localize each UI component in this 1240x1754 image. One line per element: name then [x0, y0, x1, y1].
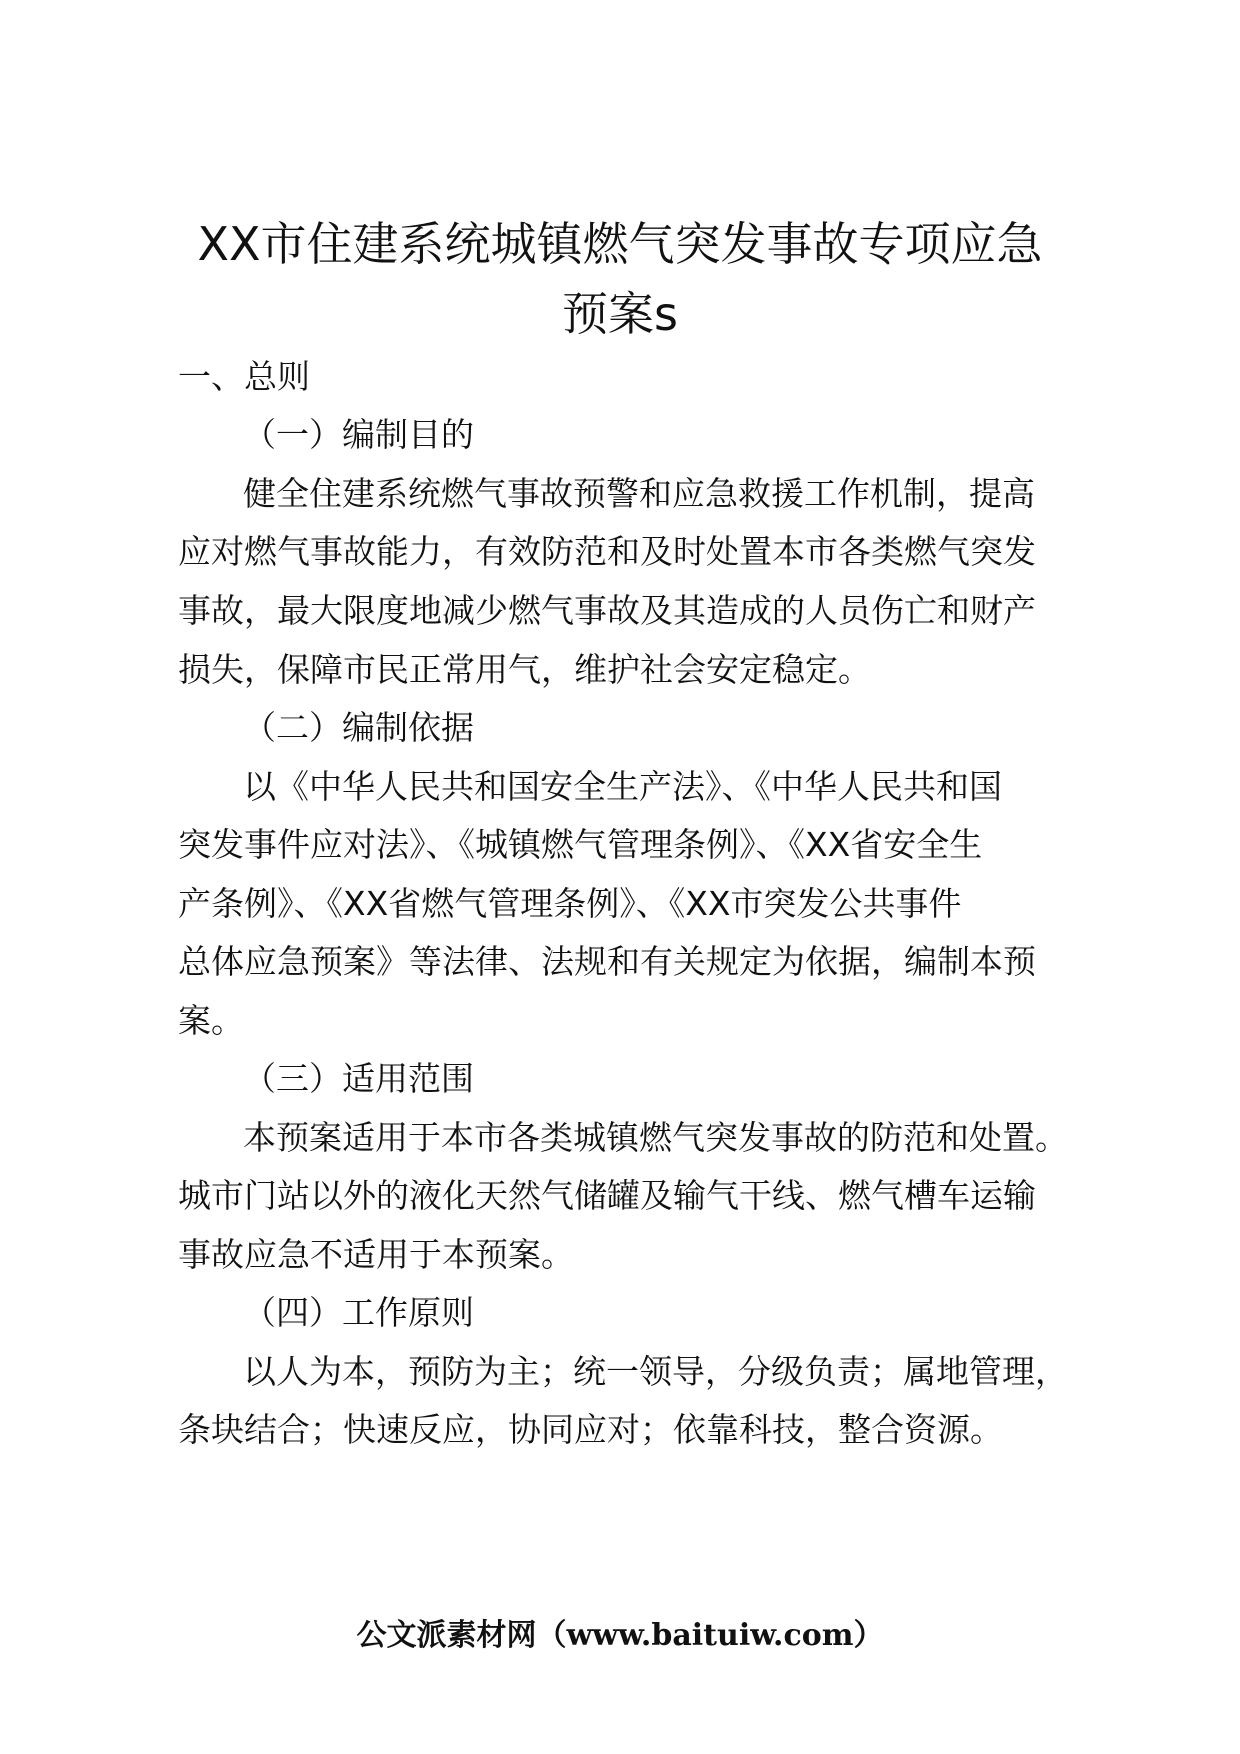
- body-text-line: 本预案适用于本市各类城镇燃气突发事故的防范和处置。: [243, 1118, 1068, 1157]
- body-text-line: 产条例》、《XX省燃气管理条例》、《XX市突发公共事件: [178, 884, 962, 923]
- body-text-line: 损失，保障市民正常用气，维护社会安定稳定。: [178, 650, 871, 689]
- body-text-line: 以《中华人民共和国安全生产法》、《中华人民共和国: [243, 767, 1002, 806]
- body-text-line: 应对燃气事故能力，有效防范和及时处置本市各类燃气突发: [178, 532, 1036, 571]
- body-text-line: 事故，最大限度地减少燃气事故及其造成的人员伤亡和财产: [178, 591, 1036, 630]
- document-title-line-1: XX市住建系统城镇燃气突发事故专项应急: [197, 217, 1043, 271]
- body-text-line: 城市门站以外的液化天然气储罐及输气干线、燃气槽车运输: [178, 1176, 1036, 1215]
- body-text-line: 以人为本，预防为主；统一领导，分级负责；属地管理，: [243, 1352, 1068, 1391]
- body-text-line: 总体应急预案》等法律、法规和有关规定为依据，编制本预: [178, 942, 1036, 981]
- body-text-line: 突发事件应对法》、《城镇燃气管理条例》、《XX省安全生: [178, 825, 983, 864]
- body-text-line: 条块结合；快速反应，协同应对；依靠科技，整合资源。: [178, 1410, 1003, 1449]
- footer-watermark-text: 公文派素材网（www.baituiw.com）: [356, 1618, 884, 1653]
- body-text-line: 健全住建系统燃气事故预警和应急救援工作机制，提高: [243, 474, 1035, 513]
- body-text-line: 案。: [178, 1001, 244, 1040]
- subheading-basis: （二）编制依据: [243, 708, 474, 747]
- subheading-purpose: （一）编制目的: [243, 415, 474, 454]
- section-heading-general: 一、总则: [178, 357, 310, 396]
- subheading-scope: （三）适用范围: [243, 1059, 474, 1098]
- document-title-line-2: 预案s: [562, 287, 678, 341]
- subheading-principles: （四）工作原则: [243, 1293, 474, 1332]
- body-text-line: 事故应急不适用于本预案。: [178, 1235, 574, 1274]
